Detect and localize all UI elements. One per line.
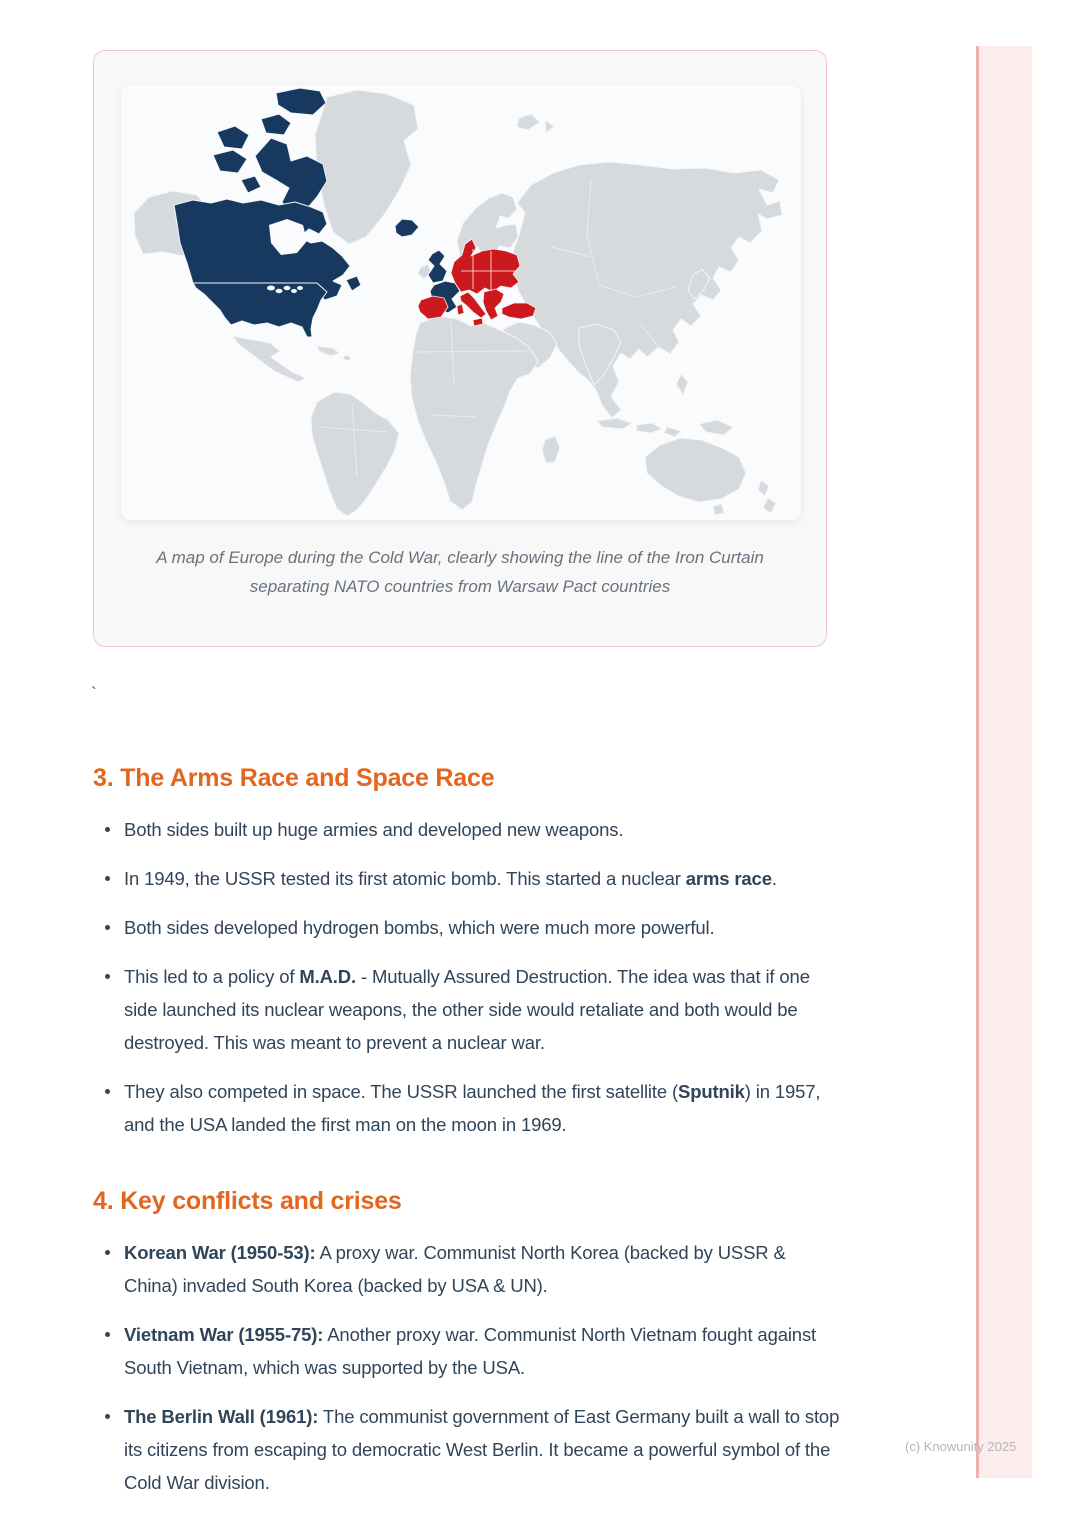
map-region-italy: [460, 292, 486, 318]
section-key-conflicts-and-crises: [93, 1187, 841, 1499]
map-region-svalbard-2: [545, 120, 554, 133]
map-region-turkey: [502, 303, 536, 319]
bullet-item: The Berlin Wall (1961): The communist government of East Germany built a wall to stop its citizens from escaping to democratic West Berlin. It became a powerful symbol of the Cold War division.: [93, 1400, 841, 1499]
world-map-image: [121, 85, 801, 520]
map-figure-card: [93, 50, 827, 647]
map-region-indonesia-2: [636, 423, 662, 433]
map-region-usa: [193, 283, 327, 337]
bullet-item: This led to a policy of M.A.D. - Mutually Assured Destruction. The idea was that if one side launched its nuclear weapons, the other side would retaliate and both would be destroyed. This was meant to prevent a nuclear war.: [93, 960, 841, 1059]
bullet-list: [93, 1236, 841, 1499]
map-region-madagascar: [542, 436, 560, 463]
stray-backtick-text: `: [91, 684, 97, 703]
bullet-item: In 1949, the USSR tested its first atomic bomb. This started a nuclear arms race.: [93, 862, 841, 895]
map-region-caribbean-2: [343, 355, 351, 361]
map-region-new-zealand-2: [763, 498, 776, 513]
bullet-item: Both sides developed hydrogen bombs, which were much more powerful.: [93, 911, 841, 944]
map-region-canada-island-ellesmere: [276, 88, 326, 115]
map-region-united-kingdom: [428, 250, 447, 283]
map-region-mexico-central-america: [233, 336, 305, 382]
map-region-indonesia: [597, 418, 632, 429]
map-region-new-zealand: [758, 480, 769, 496]
bullet-list: [93, 813, 841, 1141]
map-region-iberia: [418, 296, 448, 319]
map-region-canada-island-small: [241, 176, 261, 193]
watermark-text: (c) Knowunity 2025: [905, 1439, 1017, 1454]
map-region-canada-island-victoria: [213, 150, 247, 173]
map-region-canada-island-banks: [217, 126, 249, 149]
map-region-caribbean: [317, 346, 340, 356]
map-region-svalbard: [517, 114, 540, 130]
map-region-africa: [410, 316, 538, 510]
map-great-lakes-2: [276, 289, 283, 293]
bullet-item: They also competed in space. The USSR launched the first satellite (Sputnik) in 1957, and the USA landed the first man on the moon in 1969.: [93, 1075, 841, 1141]
bullet-item: Both sides built up huge armies and developed new weapons.: [93, 813, 841, 846]
map-great-lakes: [267, 286, 275, 291]
map-region-papua: [699, 420, 733, 435]
section-arms-race-and-space-race: [93, 764, 841, 1141]
notes-content: [93, 764, 841, 1528]
map-region-australia: [645, 438, 746, 502]
section-heading: 4. Key conflicts and crises: [93, 1187, 402, 1215]
map-great-lakes-3: [284, 286, 291, 290]
bullet-item: Vietnam War (1955-75): Another proxy war. Communist North Vietnam fought against South Vietnam, which was supported by the USA.: [93, 1318, 841, 1384]
map-region-philippines: [676, 374, 688, 395]
map-region-sardinia: [457, 304, 464, 315]
bullet-item: Korean War (1950-53): A proxy war. Communist North Korea (backed by USSR & China) invaded South Korea (backed by USA & UN).: [93, 1236, 841, 1302]
map-region-balkans: [483, 289, 504, 320]
cold-war-world-map: [121, 85, 801, 520]
map-caption-text: A map of Europe during the Cold War, clearly showing the line of the Iron Curtain separating NATO countries from Warsaw Pact countries: [156, 548, 764, 596]
section-heading: 3. The Arms Race and Space Race: [93, 764, 495, 792]
page-edge-accent-bar: [976, 46, 1032, 1478]
map-region-eurasia: [511, 162, 782, 418]
map-great-lakes-5: [297, 286, 303, 290]
map-region-indonesia-3: [664, 427, 681, 437]
map-great-lakes-4: [291, 289, 297, 293]
map-region-iceland: [395, 219, 419, 237]
map-region-tasmania: [713, 504, 724, 515]
map-region-newfoundland: [346, 276, 361, 291]
map-region-canada-island: [261, 114, 291, 135]
map-caption: [94, 543, 826, 601]
